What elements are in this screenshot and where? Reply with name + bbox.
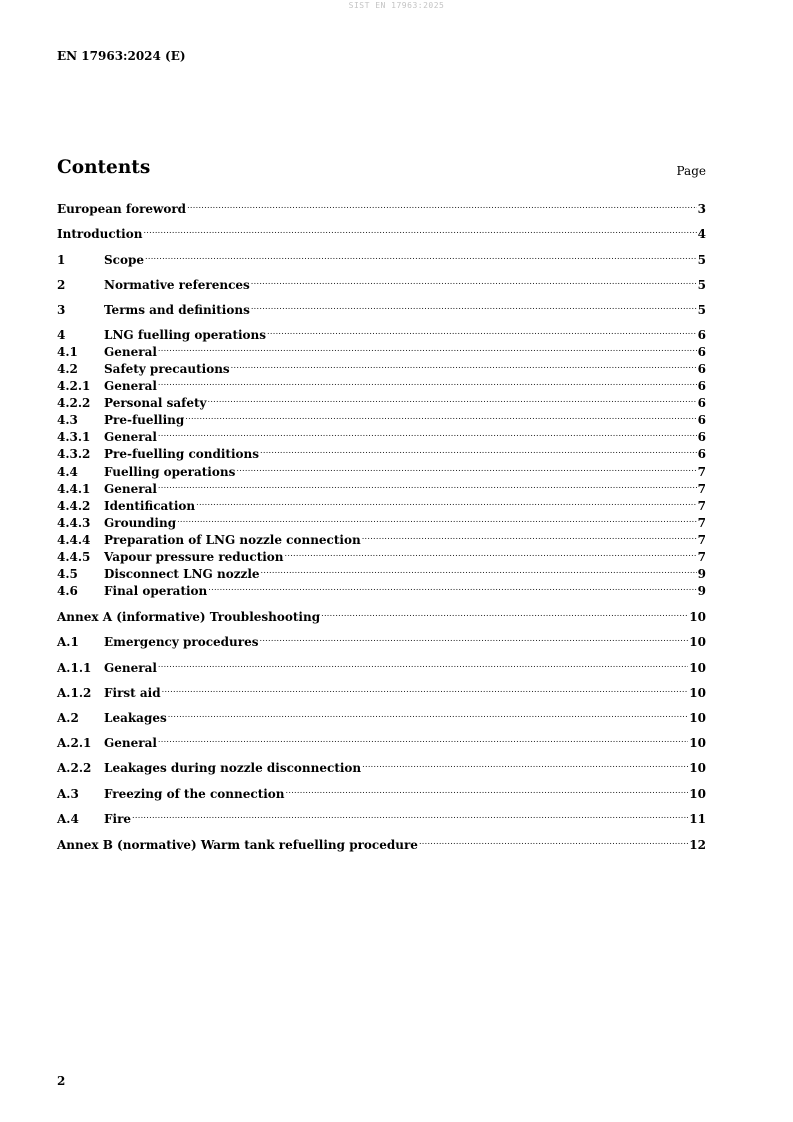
toc-entry-page: 9 — [697, 584, 706, 598]
toc-entry-title: Disconnect LNG nozzle — [104, 567, 260, 581]
toc-entry-page: 6 — [697, 362, 706, 376]
toc-entry-title: Safety precautions — [104, 362, 230, 376]
toc-dot-leader — [143, 227, 696, 239]
toc-entry-number: 4 — [57, 328, 66, 342]
toc-entry-page: 7 — [697, 465, 706, 479]
toc-entry-page: 6 — [697, 430, 706, 444]
toc-entry-title: Vapour pressure reduction — [104, 550, 284, 564]
toc-dot-leader — [132, 812, 688, 824]
toc-entry[interactable] — [57, 811, 706, 827]
toc-entry-number: 4.3 — [57, 413, 78, 427]
toc-entry[interactable] — [57, 609, 706, 625]
toc-dot-leader — [261, 567, 697, 579]
toc-dot-leader — [321, 610, 688, 622]
toc-entry-title: General — [104, 736, 157, 750]
toc-entry-number: 3 — [57, 303, 66, 317]
toc-entry-title: Identification — [104, 499, 196, 513]
toc-entry[interactable] — [57, 634, 706, 650]
toc-entry[interactable] — [57, 252, 706, 268]
toc-entry-page: 6 — [697, 396, 706, 410]
toc-entry-number: 4.5 — [57, 567, 78, 581]
toc-entry-number: 4.4.3 — [57, 516, 91, 530]
toc-entry-title: Pre-fuelling conditions — [104, 447, 260, 461]
toc-entry-number: 4.6 — [57, 584, 78, 598]
toc-entry[interactable] — [57, 660, 706, 676]
toc-entry-title: Scope — [104, 253, 145, 267]
toc-entry[interactable] — [57, 302, 706, 318]
contents-heading: Contents — [57, 157, 151, 178]
toc-entry-page: 5 — [697, 303, 706, 317]
toc-entry[interactable] — [57, 515, 706, 531]
toc-entry-number: 4.2.1 — [57, 379, 91, 393]
toc-entry-title: General — [104, 379, 157, 393]
toc-entry-page: 10 — [689, 761, 706, 775]
toc-entry-title: European foreword — [57, 202, 187, 216]
toc-dot-leader — [260, 635, 689, 647]
toc-dot-leader — [185, 413, 696, 425]
toc-entry-title: General — [104, 430, 157, 444]
toc-dot-leader — [362, 761, 688, 773]
toc-entry-page: 10 — [689, 661, 706, 675]
toc-entry-page: 12 — [689, 838, 706, 852]
toc-dot-leader — [158, 379, 697, 391]
toc-entry[interactable] — [57, 201, 706, 217]
toc-entry-number: 4.4.5 — [57, 550, 91, 564]
toc-entry[interactable] — [57, 395, 706, 411]
toc-entry[interactable] — [57, 344, 706, 360]
toc-dot-leader — [286, 787, 689, 799]
toc-entry[interactable] — [57, 226, 706, 242]
toc-entry-number: A.2 — [57, 711, 79, 725]
table-of-contents — [57, 0, 706, 900]
toc-entry-page: 7 — [697, 499, 706, 513]
toc-dot-leader — [158, 345, 697, 357]
toc-entry-number: 4.4.1 — [57, 482, 91, 496]
toc-entry[interactable] — [57, 549, 706, 565]
toc-entry-page: 7 — [697, 533, 706, 547]
toc-dot-leader — [145, 253, 697, 265]
toc-entry-number: 2 — [57, 278, 66, 292]
toc-entry[interactable] — [57, 532, 706, 548]
toc-entry-page: 5 — [697, 253, 706, 267]
toc-entry-title: Annex A (informative) Troubleshooting — [57, 610, 321, 624]
toc-entry[interactable] — [57, 412, 706, 428]
toc-entry[interactable] — [57, 378, 706, 394]
toc-dot-leader — [187, 202, 697, 214]
toc-entry[interactable] — [57, 735, 706, 751]
toc-entry-title: First aid — [104, 686, 161, 700]
toc-entry-number: 1 — [57, 253, 66, 267]
toc-entry-number: A.1.1 — [57, 661, 92, 675]
toc-entry-title: Fuelling operations — [104, 465, 236, 479]
toc-entry-number: A.2.1 — [57, 736, 92, 750]
toc-entry-title: General — [104, 661, 157, 675]
toc-dot-leader — [419, 838, 688, 850]
toc-entry-page: 6 — [697, 379, 706, 393]
toc-entry-page: 10 — [689, 686, 706, 700]
toc-dot-leader — [208, 396, 697, 408]
toc-entry-number: A.3 — [57, 787, 79, 801]
document-id: EN 17963:2024 (E) — [57, 49, 186, 63]
toc-dot-leader — [251, 303, 697, 315]
toc-entry-page: 5 — [697, 278, 706, 292]
toc-entry[interactable] — [57, 327, 706, 343]
toc-entry-page: 10 — [689, 635, 706, 649]
page-column-heading: Page — [676, 164, 706, 178]
watermark: SIST EN 17963:2025 — [348, 1, 445, 10]
toc-entry-number: 4.2.2 — [57, 396, 91, 410]
toc-entry-title: Leakages — [104, 711, 167, 725]
toc-entry-title: Final operation — [104, 584, 208, 598]
toc-entry-number: 4.4.4 — [57, 533, 91, 547]
toc-entry-title: General — [104, 482, 157, 496]
toc-entry-title: Normative references — [104, 278, 250, 292]
toc-entry-page: 4 — [697, 227, 706, 241]
toc-dot-leader — [196, 499, 697, 511]
toc-entry-number: 4.1 — [57, 345, 78, 359]
toc-entry-page: 6 — [697, 345, 706, 359]
toc-entry-number: A.1 — [57, 635, 79, 649]
toc-entry[interactable] — [57, 710, 706, 726]
toc-entry[interactable] — [57, 786, 706, 802]
toc-dot-leader — [208, 584, 696, 596]
toc-entry-page: 6 — [697, 328, 706, 342]
toc-dot-leader — [158, 482, 697, 494]
toc-entry-title: Personal safety — [104, 396, 207, 410]
toc-dot-leader — [236, 465, 696, 477]
toc-entry-page: 7 — [697, 550, 706, 564]
toc-entry-page: 6 — [697, 413, 706, 427]
toc-entry-number: 4.4.2 — [57, 499, 91, 513]
toc-entry-title: Preparation of LNG nozzle connection — [104, 533, 361, 547]
toc-entry-number: 4.3.1 — [57, 430, 91, 444]
toc-entry[interactable] — [57, 361, 706, 377]
toc-entry[interactable] — [57, 429, 706, 445]
toc-entry-title: LNG fuelling operations — [104, 328, 267, 342]
toc-entry[interactable] — [57, 464, 706, 480]
toc-entry-page: 10 — [689, 787, 706, 801]
toc-entry-number: A.4 — [57, 812, 79, 826]
toc-entry-title: General — [104, 345, 157, 359]
toc-entry-number: 4.2 — [57, 362, 78, 376]
toc-entry-number: A.1.2 — [57, 686, 92, 700]
toc-entry-title: Freezing of the connection — [104, 787, 285, 801]
toc-dot-leader — [162, 686, 689, 698]
toc-entry[interactable] — [57, 685, 706, 701]
toc-dot-leader — [177, 516, 697, 528]
toc-entry-number: 4.4 — [57, 465, 78, 479]
toc-dot-leader — [260, 447, 697, 459]
toc-entry[interactable] — [57, 446, 706, 462]
toc-dot-leader — [158, 661, 688, 673]
toc-dot-leader — [251, 278, 697, 290]
toc-entry-page: 10 — [689, 711, 706, 725]
toc-entry-title: Fire — [104, 812, 132, 826]
toc-entry-number: A.2.2 — [57, 761, 92, 775]
toc-entry-page: 6 — [697, 447, 706, 461]
toc-entry-page: 11 — [689, 812, 706, 826]
toc-entry-number: 4.3.2 — [57, 447, 91, 461]
toc-entry-title: Pre-fuelling — [104, 413, 185, 427]
toc-entry-page: 7 — [697, 482, 706, 496]
toc-entry[interactable] — [57, 277, 706, 293]
toc-entry-title: Emergency procedures — [104, 635, 259, 649]
toc-entry[interactable] — [57, 566, 706, 582]
toc-entry-page: 10 — [689, 736, 706, 750]
toc-entry[interactable] — [57, 583, 706, 599]
toc-dot-leader — [362, 533, 697, 545]
toc-entry[interactable] — [57, 760, 706, 776]
page-number: 2 — [57, 1074, 66, 1088]
toc-entry-page: 3 — [697, 202, 706, 216]
toc-entry-page: 7 — [697, 516, 706, 530]
toc-dot-leader — [267, 328, 697, 340]
toc-dot-leader — [158, 430, 697, 442]
toc-entry-title: Annex B (normative) Warm tank refuelling procedure — [57, 838, 418, 852]
toc-entry[interactable] — [57, 498, 706, 514]
toc-dot-leader — [158, 736, 688, 748]
toc-entry-title: Grounding — [104, 516, 177, 530]
toc-entry-title: Leakages during nozzle disconnection — [104, 761, 362, 775]
toc-dot-leader — [285, 550, 697, 562]
toc-entry-page: 10 — [689, 610, 706, 624]
toc-entry-title: Terms and definitions — [104, 303, 250, 317]
toc-entry-page: 9 — [697, 567, 706, 581]
toc-entry[interactable] — [57, 481, 706, 497]
toc-dot-leader — [168, 711, 689, 723]
toc-entry[interactable] — [57, 837, 706, 853]
toc-entry-title: Introduction — [57, 227, 143, 241]
toc-dot-leader — [231, 362, 697, 374]
